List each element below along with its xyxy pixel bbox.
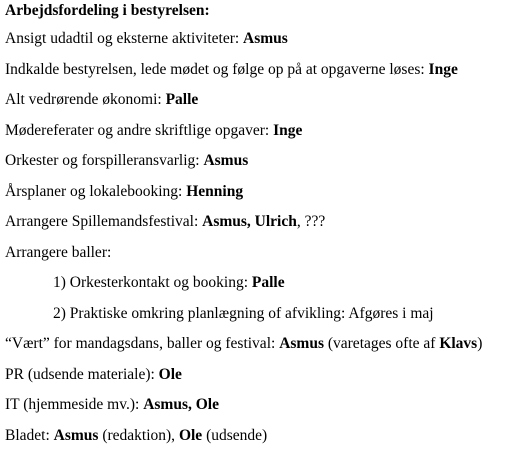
line-text: Årsplaner og lokalebooking:	[5, 182, 187, 200]
line-text: 1) Orkesterkontakt og booking:	[53, 274, 252, 291]
line-pr	[5, 360, 509, 391]
assignee: Ole	[158, 365, 182, 383]
assignee: Asmus, Ulrich	[202, 213, 297, 230]
assignee: Inge	[273, 121, 303, 139]
line-modereferater	[5, 116, 509, 147]
line-indkalde-bestyrelsen	[5, 55, 509, 86]
line-text: Mødereferater og andre skriftlige opgaver:	[5, 121, 274, 139]
assignee: Palle	[165, 91, 199, 108]
line-text: 2) Praktiske omkring planlægning of afvikling: Afgøres i maj	[53, 304, 434, 322]
line-text: Ansigt udadtil og eksterne aktiviteter:	[5, 30, 244, 47]
line-orkesterkontakt	[5, 268, 509, 299]
assignee: Inge	[428, 60, 458, 78]
assignee-secondary: Ole	[178, 426, 203, 444]
assignee: Asmus, Ole	[143, 396, 219, 413]
line-text: Arrangere Spillemandsfestival:	[5, 213, 203, 230]
line-text-middle: (varetages ofte af	[323, 335, 440, 352]
assignee: Henning	[186, 182, 244, 200]
line-it	[5, 390, 509, 421]
line-vaert	[5, 329, 509, 360]
assignee-secondary: Klavs	[439, 335, 478, 352]
line-orkester	[5, 146, 509, 177]
line-text-suffix: , ???	[296, 213, 326, 230]
line-text: Arrangere baller:	[5, 243, 112, 261]
line-arrangere-baller	[5, 238, 509, 269]
assignee: Asmus	[243, 30, 288, 47]
line-aarsplaner	[5, 177, 509, 208]
assignee: Palle	[251, 274, 285, 291]
line-text: Orkester og forspilleransvarlig:	[5, 152, 204, 169]
line-text-middle: (redaktion),	[98, 426, 179, 444]
assignee: Asmus	[203, 152, 249, 169]
line-text-suffix: (udsende)	[202, 426, 268, 444]
line-text-suffix: )	[477, 335, 483, 352]
line-spillemandsfestival	[5, 207, 509, 238]
line-bladet	[5, 421, 509, 452]
document-heading: Arbejdsfordeling i bestyrelsen:	[5, 2, 210, 19]
line-text: Bladet:	[5, 426, 54, 444]
line-okonomi	[5, 85, 509, 116]
assignee: Asmus	[53, 426, 99, 444]
line-text: “Vært” for mandagsdans, baller og festival:	[5, 335, 280, 352]
line-ansigt-udadtil	[5, 24, 509, 55]
line-text: IT (hjemmeside mv.):	[5, 396, 144, 413]
line-text: Alt vedrørende økonomi:	[5, 91, 166, 108]
assignee: Asmus	[279, 335, 324, 352]
line-praktiske-planlaegning	[5, 299, 509, 330]
line-text: PR (udsende materiale):	[5, 365, 159, 383]
line-text: Indkalde bestyrelsen, lede mødet og følge op på at opgaverne løses:	[5, 60, 429, 78]
